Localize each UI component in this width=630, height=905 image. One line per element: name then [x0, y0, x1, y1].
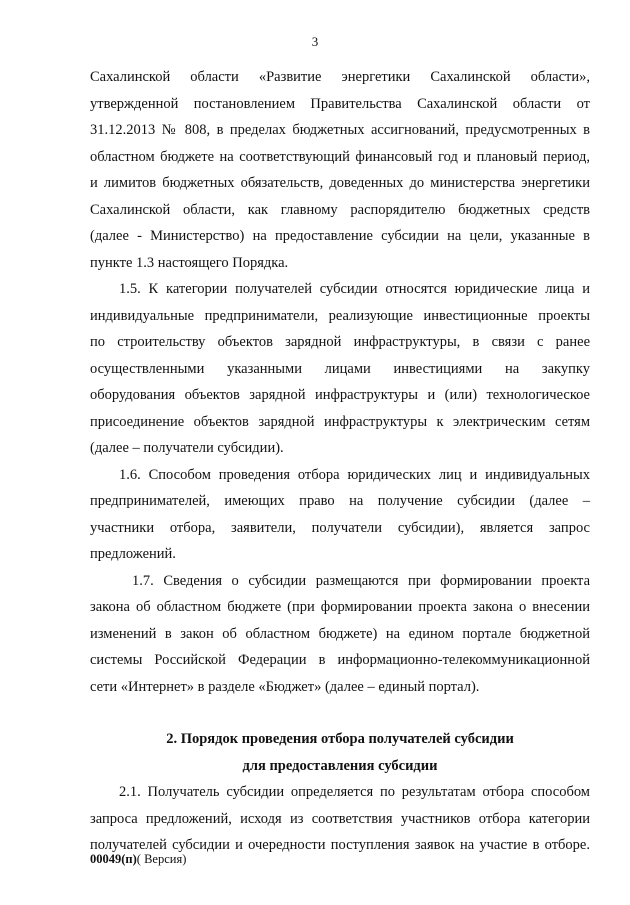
text-line: изменений в закон об областном бюджете) на едином портале бюджетной: [90, 625, 590, 642]
text-line: пункте 1.3 настоящего Порядка.: [90, 254, 289, 271]
text-line: предложений.: [90, 546, 176, 562]
section-title-line: для предоставления субсидии: [242, 757, 438, 774]
paragraph-1-7: [90, 568, 590, 701]
document-version: ( Версия): [136, 852, 187, 866]
text-line: 2.1. Получатель субсидии определяется по результатам отбора способом: [119, 784, 590, 800]
document-footer-code: [90, 852, 186, 867]
text-line: и лимитов бюджетных обязательств, доведенных до министерства энергетики: [90, 175, 590, 191]
section-spacer: [90, 700, 590, 726]
text-line: 1.7. Сведения о субсидии размещаются при формировании проекта: [132, 572, 590, 589]
text-line: предпринимателей, имеющих право на получение субсидии (далее –: [90, 493, 590, 509]
paragraph-intro: [90, 64, 590, 276]
text-line: Сахалинской области «Развитие энергетики Сахалинской области»,: [90, 69, 590, 85]
section-2-heading: [90, 726, 590, 779]
text-line: (далее – получатели субсидии).: [90, 440, 284, 456]
text-line: по строительству объектов зарядной инфраструктуры, в связи с ранее: [90, 334, 590, 350]
text-line: системы Российской Федерации в информационно-телекоммуникационной: [90, 652, 590, 668]
text-line: 31.12.2013 № 808, в пределах бюджетных ассигнований, предусмотренных в: [90, 122, 590, 138]
page-number: 3: [311, 34, 319, 49]
text-line: (далее - Министерство) на предоставление субсидии на цели, указанные в: [90, 228, 590, 244]
text-line: сети «Интернет» в разделе «Бюджет» (далее – единый портал).: [90, 678, 480, 695]
text-line: Сахалинской области, как главному распорядителю бюджетных средств: [90, 201, 590, 218]
text-line: 1.6. Способом проведения отбора юридических лиц и индивидуальных: [119, 466, 590, 483]
text-line: утвержденной постановлением Правительства Сахалинской области от: [90, 95, 590, 112]
text-line: 1.5. К категории получателей субсидии относятся юридические лица и: [119, 281, 590, 297]
text-line: областном бюджете на соответствующий финансовый год и плановый период,: [90, 148, 590, 165]
text-line: участники отбора, заявители, получатели субсидии), является запрос: [90, 519, 590, 536]
section-title-line: 2. Порядок проведения отбора получателей субсидии: [166, 731, 514, 747]
text-line: осуществленными указанными лицами инвестициями на закупку: [90, 360, 590, 377]
text-line: закона об областном бюджете (при формировании проекта закона о внесении: [90, 599, 590, 615]
text-line: запроса предложений, исходя из соответствия участников отбора категории: [90, 810, 590, 827]
document-body: [90, 64, 590, 859]
text-line: оборудования объектов зарядной инфраструктуры и (или) технологическое: [90, 387, 590, 403]
document-code: 00049(п): [90, 852, 137, 866]
text-line: присоединение объектов зарядной инфраструктуры к электрическим сетям: [90, 413, 590, 430]
paragraph-2-1: [90, 779, 590, 859]
text-line: индивидуальные предприниматели, реализующие инвестиционные проекты: [90, 307, 590, 324]
paragraph-1-6: [90, 462, 590, 568]
text-line: получателей субсидии и очередности поступления заявок на участие в отборе.: [90, 837, 590, 853]
paragraph-1-5: [90, 276, 590, 462]
